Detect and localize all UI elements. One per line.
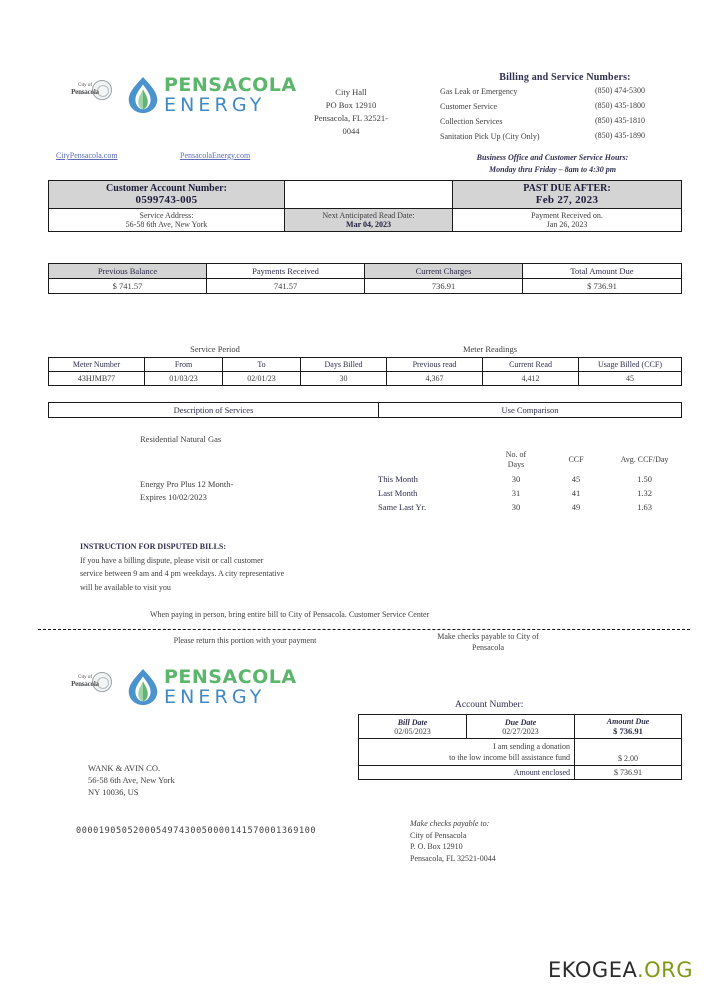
donation-line-2: to the low income bill assistance fund <box>449 753 570 762</box>
stub-seal-city-label: City of <box>77 675 93 680</box>
days-header-line-1: No. of <box>505 450 527 459</box>
meter-header: Current Read <box>483 358 579 372</box>
due-date-cell <box>467 715 575 739</box>
table-row <box>359 766 682 780</box>
use-row-avg: 1.50 <box>637 474 652 484</box>
dispute-title: INSTRUCTION FOR DISPUTED BILLS: <box>80 542 227 551</box>
due-date-label: Due Date <box>504 717 537 727</box>
service-plan-name: Energy Pro Plus 12 Month- <box>140 479 234 489</box>
dispute-line-1: If you have a billing dispute, please visit or call customer <box>80 555 264 565</box>
table-row <box>378 486 683 500</box>
use-comparison-avg-header: Avg. CCF/Day <box>620 455 669 464</box>
bill-date-label: Bill Date <box>397 717 428 727</box>
table-header-row <box>49 403 682 418</box>
flame-droplet-icon <box>126 76 160 114</box>
meter-header: Usage Billed (CCF) <box>579 358 682 372</box>
use-row-ccf: 41 <box>571 488 581 498</box>
checks-payable-line-2: Pensacola <box>472 643 504 652</box>
meter-value: 4,412 <box>483 372 579 386</box>
balance-header: Total Amount Due <box>523 264 682 279</box>
bill-date-value: 02/05/2023 <box>394 726 431 736</box>
use-row-label: Same Last Yr. <box>378 502 427 512</box>
brand-top-label: PENSACOLA <box>164 74 297 96</box>
balance-value: $ 741.57 <box>49 279 207 294</box>
service-number-label: Gas Leak or Emergency <box>440 87 518 96</box>
watermark-tld: .ORG <box>636 958 694 982</box>
use-row-ccf: 45 <box>571 474 581 484</box>
service-number-row <box>440 116 690 131</box>
table-row <box>49 209 682 232</box>
table-row <box>378 500 683 514</box>
service-numbers-block <box>440 72 690 153</box>
use-comparison-days-header <box>486 448 546 472</box>
balance-header: Current Charges <box>365 264 523 279</box>
use-comparison-header: Use Comparison <box>379 403 682 418</box>
payable-line-1: City of Pensacola <box>410 830 467 840</box>
table-header-row <box>49 358 682 372</box>
payment-stub-table <box>358 714 682 780</box>
business-hours-line-1: Business Office and Customer Service Hours: <box>476 153 629 162</box>
watermark-name: EKOGEA <box>548 958 637 982</box>
description-of-services-header: Description of Services <box>49 403 379 418</box>
customer-address-line-2: NY 10036, US <box>88 787 139 797</box>
use-row-ccf: 49 <box>571 502 581 512</box>
disputed-bills-instructions <box>80 540 520 594</box>
pensacola-energy-logo <box>126 74 297 116</box>
amount-enclosed-value: $ 736.91 <box>614 768 642 777</box>
table-row <box>378 472 683 486</box>
city-seal-icon <box>70 80 114 106</box>
next-read-cell <box>285 209 453 232</box>
city-hall-line-2: PO Box 12910 <box>325 100 377 110</box>
due-date-value: 02/27/2023 <box>502 726 539 736</box>
use-row-avg: 1.63 <box>637 502 652 512</box>
dispute-line-3: will be available to visit you <box>80 582 171 592</box>
seal-name-label: Pensacola <box>71 88 99 96</box>
amount-due-label: Amount Due <box>606 717 650 726</box>
balance-value: 741.57 <box>207 279 365 294</box>
use-comparison-ccf-header: CCF <box>568 455 584 464</box>
donation-label <box>359 739 575 766</box>
brand-bottom-label: ENERGY <box>164 94 266 116</box>
donation-amount-value: $ 2.00 <box>618 754 638 763</box>
payment-received-value: Jan 26, 2023 <box>546 220 588 229</box>
amount-due-value: $ 736.91 <box>613 726 643 736</box>
table-header-row <box>49 264 682 279</box>
city-hall-line-3: Pensacola, FL 32521- <box>313 113 389 123</box>
balance-table <box>48 263 682 294</box>
table-row <box>49 181 682 209</box>
stub-pensacola-energy-logo <box>126 666 297 708</box>
use-row-days: 30 <box>511 502 521 512</box>
link-pensacolaenergy[interactable]: PensacolaEnergy.com <box>180 151 251 160</box>
city-hall-address <box>296 86 406 138</box>
payment-received-label: Payment Received on. <box>531 211 603 220</box>
customer-address-line-1: 56-58 6th Ave, New York <box>88 775 175 785</box>
seal-city-label: City of <box>77 83 93 88</box>
balance-value: 736.91 <box>365 279 523 294</box>
service-number-row <box>440 86 690 101</box>
meter-header: From <box>145 358 223 372</box>
ekogea-watermark <box>548 958 693 982</box>
account-blank-cell <box>285 181 453 209</box>
amount-due-cell <box>575 715 682 739</box>
meter-readings-label: Meter Readings <box>462 344 518 354</box>
payable-address-block <box>410 818 650 864</box>
account-number-cell <box>49 181 285 209</box>
city-hall-line-1: City Hall <box>335 87 367 97</box>
service-address-label: Service Address: <box>139 211 194 220</box>
pay-in-person-note: When paying in person, bring entire bill to City of Pensacola. Customer Service Center <box>150 610 430 619</box>
service-number-label: Collection Services <box>440 117 503 126</box>
return-portion-note: Please return this portion with your payment <box>173 636 317 645</box>
seal-text <box>70 83 100 97</box>
use-comparison-table <box>378 448 683 514</box>
business-hours <box>420 152 685 176</box>
service-numbers-title: Billing and Service Numbers: <box>499 72 631 83</box>
service-plan-block <box>140 478 370 504</box>
meter-value: 02/01/23 <box>223 372 301 386</box>
service-plan-expiry: Expires 10/02/2023 <box>140 492 207 502</box>
table-row <box>49 372 682 386</box>
use-comparison-blank-header <box>378 448 486 472</box>
donation-amount-cell[interactable] <box>575 739 682 766</box>
service-address-cell <box>49 209 285 232</box>
table-row <box>359 739 682 766</box>
micr-scanline: 000019050520005497430050000141570001369100 <box>76 826 317 836</box>
payable-heading: Make checks payable to: <box>410 819 490 828</box>
brand-wordmark <box>164 76 297 115</box>
service-number-label: Customer Service <box>440 102 498 111</box>
donation-line-1: I am sending a donation <box>493 742 570 751</box>
past-due-label: PAST DUE AFTER: <box>523 183 611 194</box>
meter-value: 30 <box>301 372 387 386</box>
service-number-phone: (850) 435-1800 <box>595 101 645 110</box>
customer-address-block <box>88 762 328 798</box>
payment-received-cell <box>453 209 682 232</box>
stub-account-number-label: Account Number: <box>455 700 524 710</box>
payable-line-3: Pensacola, FL 32521-0044 <box>410 853 496 863</box>
table-row <box>359 715 682 739</box>
amount-enclosed-label: Amount enclosed <box>359 766 575 780</box>
balance-header: Payments Received <box>207 264 365 279</box>
use-row-avg: 1.32 <box>637 488 652 498</box>
past-due-cell <box>453 181 682 209</box>
account-number-label: Customer Account Number: <box>106 183 227 194</box>
service-number-row <box>440 101 690 116</box>
past-due-value: Feb 27, 2023 <box>535 194 599 206</box>
service-period-label: Service Period <box>190 344 240 354</box>
payable-line-2: P. O. Box 12910 <box>410 842 463 851</box>
meter-header: Previous read <box>387 358 483 372</box>
city-hall-line-4: 0044 <box>342 126 360 136</box>
balance-header: Previous Balance <box>49 264 207 279</box>
service-number-label: Sanitation Pick Up (City Only) <box>440 132 540 141</box>
next-read-value: Mar 04, 2023 <box>346 220 391 229</box>
use-row-label: This Month <box>378 474 418 484</box>
use-comparison-block <box>378 448 683 514</box>
table-header-row <box>378 448 683 472</box>
service-number-row <box>440 131 690 153</box>
service-address-value: 56-58 6th Ave, New York <box>125 220 208 229</box>
dispute-line-2: service between 9 am and 4 pm weekdays. A city representative <box>80 569 285 578</box>
meter-header: Meter Number <box>49 358 145 372</box>
days-header-line-2: Days <box>507 460 525 469</box>
service-number-phone: (850) 435-1890 <box>595 131 645 140</box>
account-summary-table <box>48 180 682 232</box>
next-read-label: Next Anticipated Read Date: <box>322 211 415 220</box>
checks-payable-line-1: Make checks payable to City of <box>437 632 539 641</box>
meter-header: Days Billed <box>301 358 387 372</box>
stub-brand-bottom-label: ENERGY <box>164 686 266 708</box>
meter-header: To <box>223 358 301 372</box>
stub-brand-wordmark <box>164 668 297 707</box>
balance-value: $ 736.91 <box>523 279 682 294</box>
stub-seal-text <box>70 675 100 689</box>
stub-seal-name-label: Pensacola <box>71 680 99 688</box>
description-header-table <box>48 402 682 418</box>
link-citypensacola[interactable]: CityPensacola.com <box>56 151 118 160</box>
account-number-value: 0599743-005 <box>135 194 198 206</box>
table-row <box>49 279 682 294</box>
perforation-divider <box>38 629 690 630</box>
checks-payable-note <box>398 631 578 653</box>
use-row-days: 31 <box>511 488 521 498</box>
bill-date-cell <box>359 715 467 739</box>
stub-flame-droplet-icon <box>126 668 160 706</box>
service-number-phone: (850) 435-1810 <box>595 116 645 125</box>
meter-table <box>48 357 682 386</box>
service-type-label: Residential Natural Gas <box>140 434 222 444</box>
meter-value: 4,367 <box>387 372 483 386</box>
services-description <box>140 434 370 504</box>
stub-city-seal-icon <box>70 672 114 698</box>
use-row-days: 30 <box>511 474 521 484</box>
business-hours-line-2: Monday thru Friday – 8am to 4:30 pm <box>489 165 616 174</box>
meter-value: 45 <box>579 372 682 386</box>
service-number-phone: (850) 474-5300 <box>595 86 645 95</box>
customer-name: WANK & AVIN CO. <box>88 763 161 773</box>
meter-value: 43HJMB77 <box>49 372 145 386</box>
amount-enclosed-cell[interactable] <box>575 766 682 780</box>
use-row-label: Last Month <box>378 488 418 498</box>
meter-value: 01/03/23 <box>145 372 223 386</box>
stub-brand-top-label: PENSACOLA <box>164 666 297 688</box>
